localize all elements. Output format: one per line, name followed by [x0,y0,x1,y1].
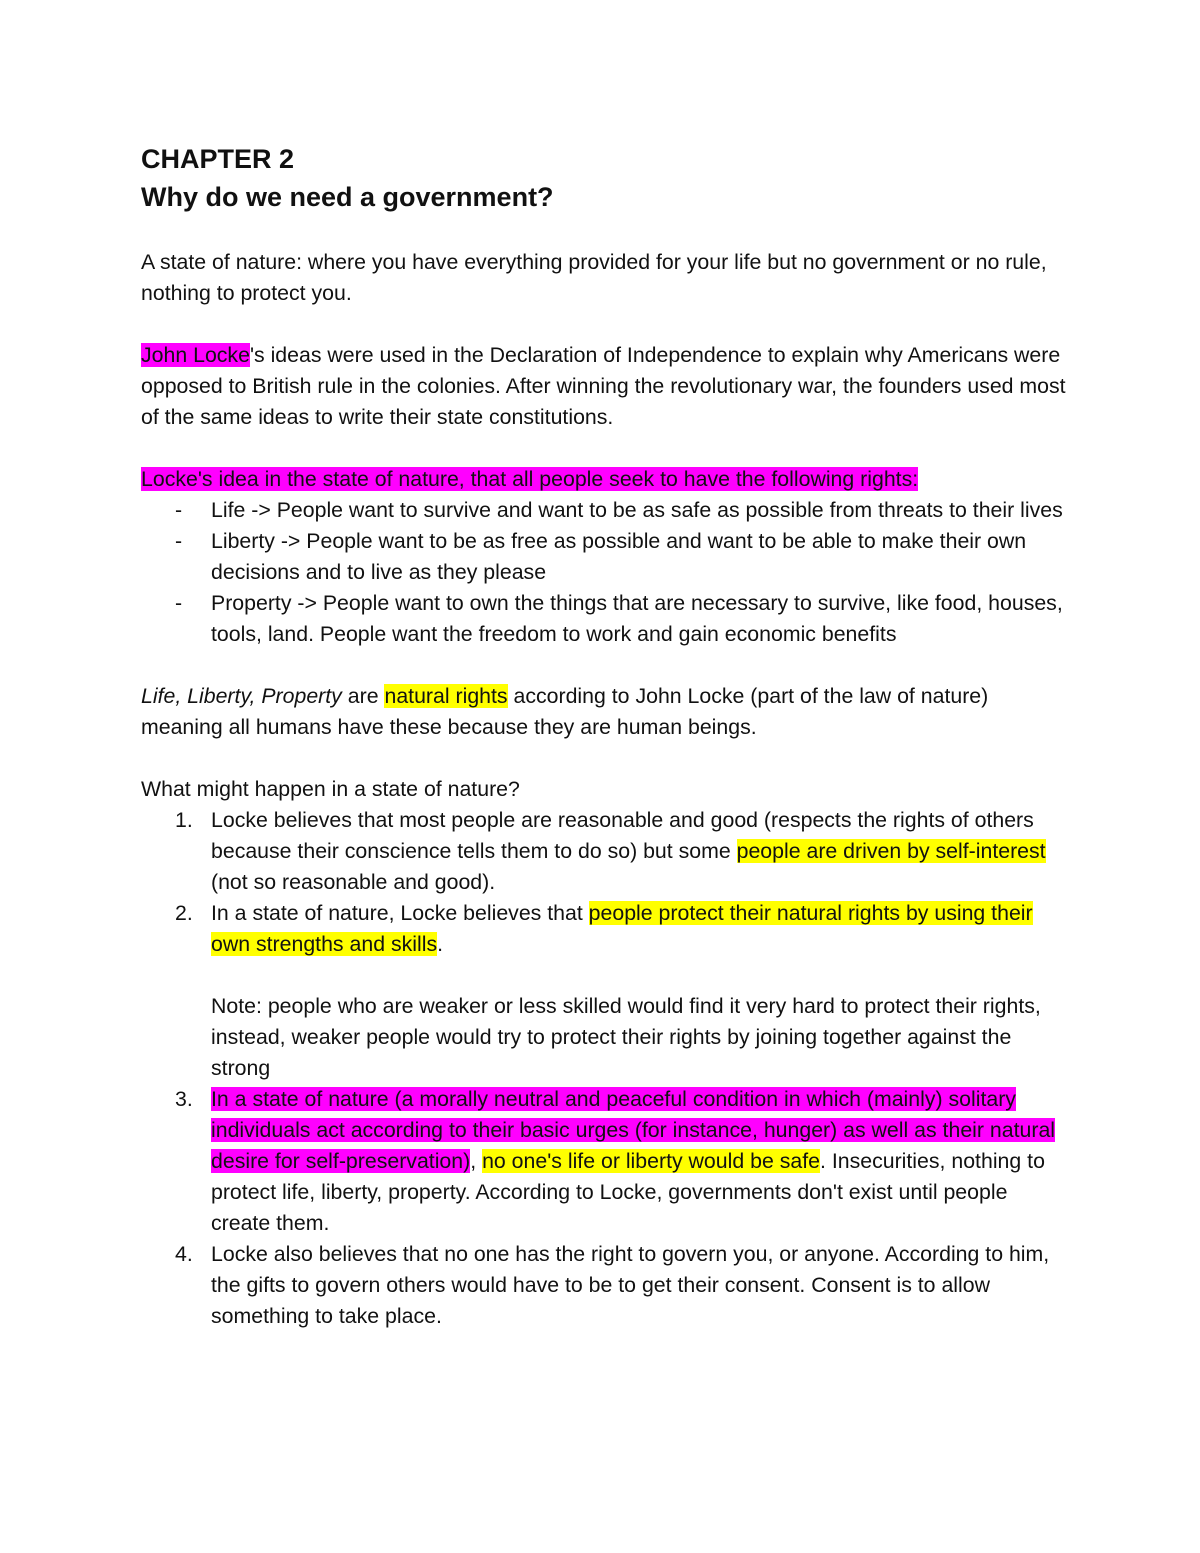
item-2-note: Note: people who are weaker or less skilled would find it very hard to protect their rights, instead, weaker people would try to protect their rights by joining together against the strong [211,994,1041,1080]
list-marker: 2. [175,901,193,925]
document-page [141,140,1071,1332]
item-3-highlight: no one's life or liberty would be safe [482,1149,820,1173]
item-1-pre: Locke believes that most people are reasonable and good (respects the rights of others because their conscience tells them to do so) but some [211,808,1034,863]
rights-list [141,495,1071,650]
list-marker: - [175,529,183,553]
item-3-post: . Insecurities, nothing to protect life, liberty, property. According to Locke, governments don't exist until people create them. [211,1149,1045,1235]
natural-rights-highlight: natural rights [384,684,508,708]
list-item-text: Life -> People want to survive and want to be as safe as possible from threats to their lives [211,498,1063,522]
rights-heading-highlight: Locke's idea in the state of nature, that all people seek to have the following rights: [141,467,919,491]
natural-rights-pre: are [341,684,385,708]
list-marker: 4. [175,1242,193,1266]
list-item-text: Property -> People want to own the things that are necessary to survive, like food, houses, tools, land. People want the freedom to work and gain economic benefits [211,591,1063,646]
natural-rights-paragraph [141,681,1071,743]
item-3-mid: , [470,1149,483,1173]
list-item [141,588,1071,650]
list-marker: - [175,498,183,522]
list-item [141,1239,1071,1332]
intro-paragraph: A state of nature: where you have everything provided for your life but no government or no rule, nothing to protect you. [141,250,1047,305]
list-item [141,495,1071,526]
item-3-pink-highlight: In a state of nature (a morally neutral and peaceful condition in which (mainly) solitary individuals act according to their basic urges (for instance, hunger) as well as their natural desire for self-preservation) [211,1087,1056,1173]
list-item [141,526,1071,588]
numbered-list [141,805,1071,1332]
page-title: Why do we need a government? [141,182,554,212]
list-marker: 3. [175,1087,193,1111]
list-marker: - [175,591,183,615]
list-item [141,805,1071,898]
john-locke-highlight: John Locke [141,343,250,367]
list-item [141,898,1071,1084]
natural-rights-italic: Life, Liberty, Property [141,684,342,708]
rights-heading [141,464,1071,495]
locke-paragraph [141,340,1071,433]
question-paragraph: What might happen in a state of nature? [141,777,520,801]
natural-rights-post: according to John Locke (part of the law of nature) meaning all humans have these because they are human beings. [141,684,989,739]
item-1-highlight: people are driven by self-interest [736,839,1046,863]
item-2-highlight: people protect their natural rights by using their own strengths and skills [211,901,1033,956]
locke-paragraph-text: 's ideas were used in the Declaration of Independence to explain why Americans were opposed to British rule in the colonies. After winning the revolutionary war, the founders used most of the same ideas to write their state constitutions. [141,343,1066,429]
list-item [141,1084,1071,1239]
list-marker: 1. [175,808,193,832]
list-item-text: Liberty -> People want to be as free as possible and want to be able to make their own decisions and to live as they please [211,529,1027,584]
item-2-post: . [437,932,444,956]
chapter-heading: CHAPTER 2 [141,144,295,174]
item-2-pre: In a state of nature, Locke believes that [211,901,589,925]
item-1-post: (not so reasonable and good). [211,870,496,894]
item-4-text: Locke also believes that no one has the right to govern you, or anyone. According to him, the gifts to govern others would have to be to get their consent. Consent is to allow something to take place. [211,1242,1050,1328]
